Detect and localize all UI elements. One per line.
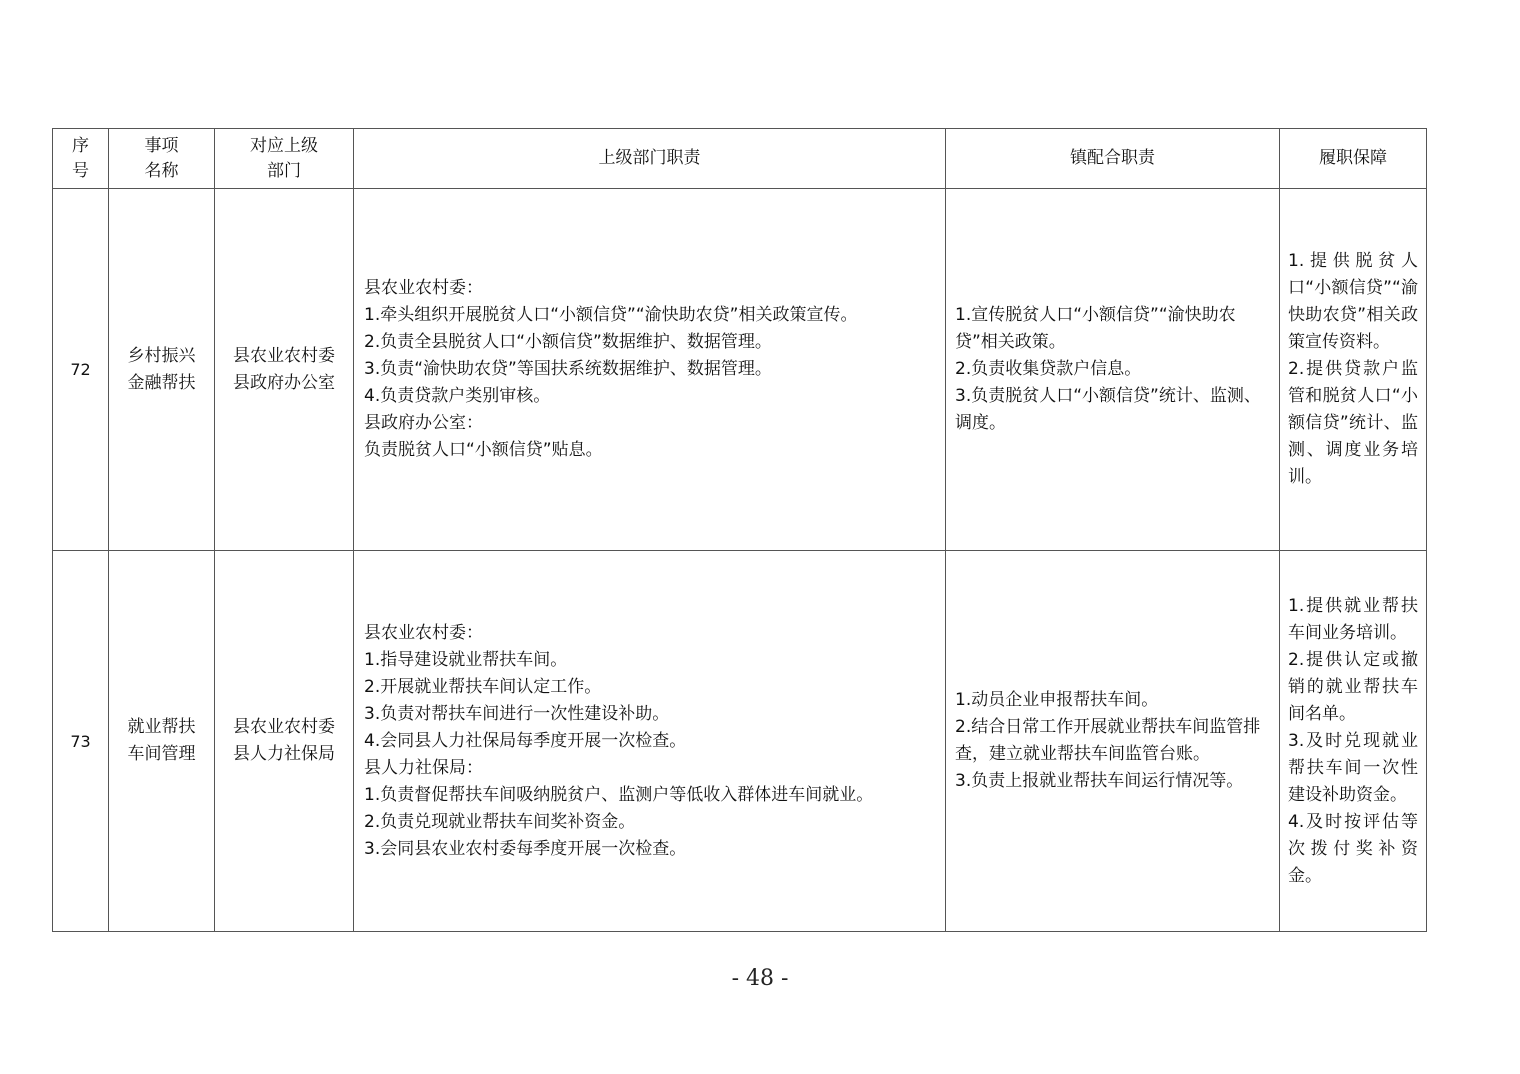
dept-line: 县农业农村委: [233, 717, 335, 737]
dept-line: 县人力社保局: [233, 744, 335, 764]
row-item-name: [109, 551, 215, 932]
header-item-name-line: 名称: [144, 160, 179, 181]
row-town-duty: [946, 551, 1280, 932]
upper-duty-line: 2.负责兑现就业帮扶车间奖补资金。: [364, 811, 636, 832]
table-row: [53, 551, 1427, 932]
row-guarantee: [1280, 189, 1427, 551]
row-guarantee: [1280, 551, 1427, 932]
guarantee-line: 2.提供认定或撤销的就业帮扶车间名单。: [1288, 649, 1418, 724]
row-index: 72: [53, 189, 109, 551]
town-duty-line: 3.负责上报就业帮扶车间运行情况等。: [955, 771, 1244, 791]
duty-table: [52, 128, 1427, 932]
guarantee-line: 3.及时兑现就业帮扶车间一次性建设补助资金。: [1288, 730, 1418, 805]
item-name-line: 就业帮扶: [127, 717, 196, 737]
row-town-duty: [946, 189, 1280, 551]
town-duty-line: 2.负责收集贷款户信息。: [955, 359, 1142, 379]
upper-duty-line: 3.负责对帮扶车间进行一次性建设补助。: [364, 703, 670, 724]
header-item-name-line: 事项: [144, 135, 179, 156]
upper-duty-line: 3.负责“渝快助农贷”等国扶系统数据维护、数据管理。: [364, 359, 772, 379]
upper-duty-line: 3.会同县农业农村委每季度开展一次检查。: [364, 838, 687, 859]
page-number: - 48 -: [731, 966, 789, 991]
header-dept-line: 对应上级: [250, 135, 318, 156]
guarantee-line: 2.提供贷款户监管和脱贫人口“小额信贷”统计、监测、调度业务培训。: [1288, 359, 1418, 487]
header-index-line: 号: [72, 160, 89, 181]
header-town-duty: 镇配合职责: [946, 129, 1280, 189]
upper-duty-line: 县政府办公室：: [364, 413, 483, 433]
upper-duty-line: 1.牵头组织开展脱贫人口“小额信贷”“渝快助农贷”相关政策宣传。: [364, 305, 858, 325]
upper-duty-line: 县人力社保局：: [364, 757, 483, 778]
row-dept: [215, 189, 354, 551]
header-upper-duty: 上级部门职责: [354, 129, 946, 189]
town-duty-line: 1.宣传脱贫人口“小额信贷”“渝快助农贷”相关政策。: [955, 305, 1236, 352]
item-name-line: 金融帮扶: [127, 372, 196, 393]
row-index: 73: [53, 551, 109, 932]
upper-duty-line: 县农业农村委：: [364, 622, 483, 643]
upper-duty-line: 1.指导建设就业帮扶车间。: [364, 649, 568, 670]
header-index: [53, 129, 109, 189]
item-name-line: 乡村振兴: [127, 345, 196, 366]
header-item-name: [109, 129, 215, 189]
header-index-line: 序: [72, 135, 89, 156]
upper-duty-line: 4.负责贷款户类别审核。: [364, 386, 551, 406]
row-upper-duty: [354, 189, 946, 551]
town-duty-line: 1.动员企业申报帮扶车间。: [955, 690, 1159, 710]
guarantee-line: 1.提供就业帮扶车间业务培训。: [1288, 595, 1418, 643]
header-dept: [215, 129, 354, 189]
row-item-name: [109, 189, 215, 551]
dept-line: 县农业农村委: [233, 345, 335, 366]
town-duty-line: 3.负责脱贫人口“小额信贷”统计、监测、调度。: [955, 386, 1261, 433]
table-header-row: [53, 129, 1427, 189]
upper-duty-line: 4.会同县人力社保局每季度开展一次检查。: [364, 730, 687, 751]
upper-duty-line: 2.开展就业帮扶车间认定工作。: [364, 676, 602, 697]
upper-duty-line: 1.负责督促帮扶车间吸纳脱贫户、监测户等低收入群体进车间就业。: [364, 784, 874, 805]
table-row: [53, 189, 1427, 551]
upper-duty-line: 县农业农村委：: [364, 278, 483, 298]
item-name-line: 车间管理: [127, 744, 196, 764]
upper-duty-line: 2.负责全县脱贫人口“小额信贷”数据维护、数据管理。: [364, 332, 772, 352]
row-dept: [215, 551, 354, 932]
row-upper-duty: [354, 551, 946, 932]
guarantee-line: 4.及时按评估等次拨付奖补资金。: [1288, 811, 1418, 886]
dept-line: 县政府办公室: [233, 372, 335, 393]
guarantee-line: 1.提供脱贫人口“小额信贷”“渝快助农贷”相关政策宣传资料。: [1288, 251, 1418, 352]
header-dept-line: 部门: [267, 160, 301, 181]
header-guarantee: 履职保障: [1280, 129, 1427, 189]
upper-duty-line: 负责脱贫人口“小额信贷”贴息。: [364, 440, 603, 460]
town-duty-line: 2.结合日常工作开展就业帮扶车间监管排查，建立就业帮扶车间监管台账。: [955, 717, 1261, 764]
